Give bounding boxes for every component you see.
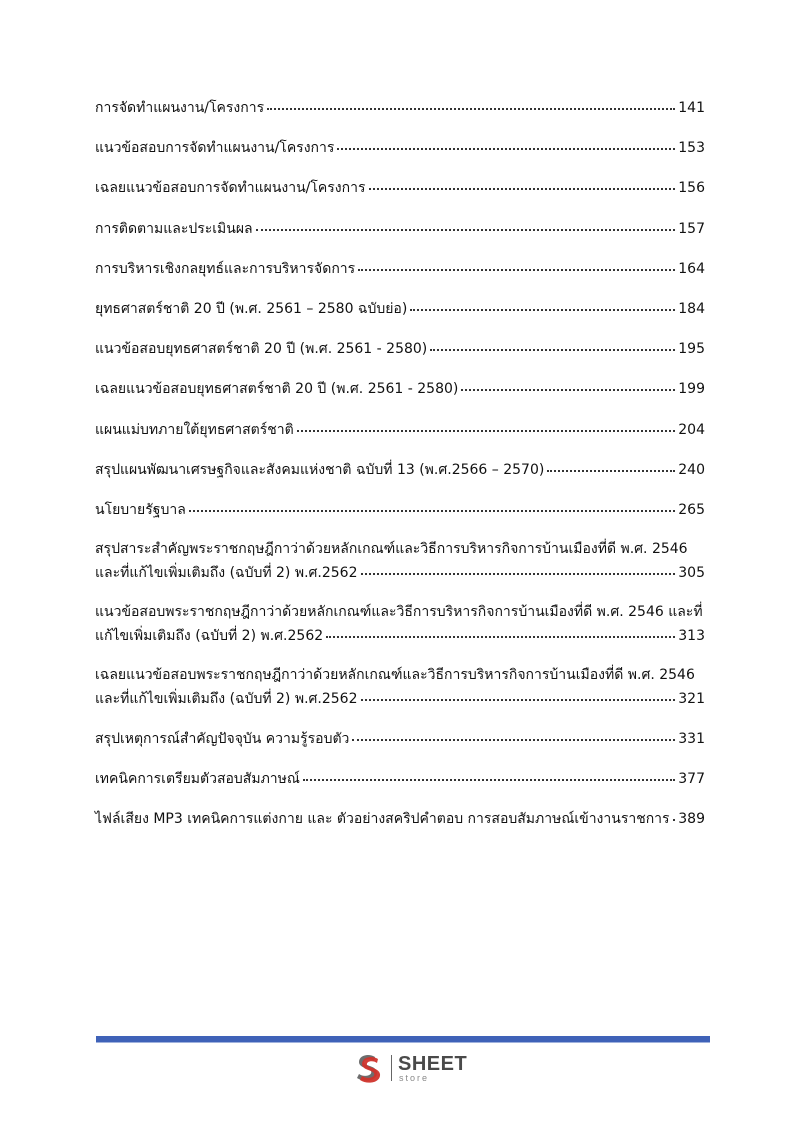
toc-entry (95, 96, 705, 120)
toc-entry-title: สรุปแผนพัฒนาเศรษฐกิจและสังคมแห่งชาติ ฉบับที่ 13 (พ.ศ.2566 – 2570) (95, 461, 545, 478)
toc-entry-title: ไฟล์เสียง MP3 เทคนิคการแต่งกาย และ ตัวอย่างสคริปคำตอบ การสอบสัมภาษณ์เข้างานราชการ (95, 811, 670, 828)
toc-dot-leader (256, 215, 676, 231)
toc-entry-line (95, 458, 705, 482)
toc-entry-line (95, 727, 705, 751)
toc-entry-title: การติดตามและประเมินผล (95, 220, 253, 237)
toc-entry-title: เทคนิคการเตรียมตัวสอบสัมภาษณ์ (95, 771, 300, 788)
toc-page-number: 389 (678, 811, 705, 828)
toc-dot-leader (189, 496, 675, 512)
toc-entry-line (95, 217, 705, 241)
toc-entry (95, 337, 705, 361)
toc-entry-line (95, 257, 705, 281)
toc-entry (95, 727, 705, 751)
toc-entry-title: แก้ไขเพิ่มเติมถึง (ฉบับที่ 2) พ.ศ.2562 (95, 627, 324, 644)
toc-entry (95, 807, 705, 831)
toc-page-number: 157 (678, 220, 705, 237)
toc-page-number: 199 (678, 381, 705, 398)
toc-entry-title: สรุปสาระสำคัญพระราชกฤษฎีกาว่าด้วยหลักเกณฑ์และวิธีการบริหารกิจการบ้านเมืองที่ดี พ.ศ. 2546 (95, 541, 688, 558)
toc-entry (95, 601, 705, 647)
toc-page-number: 141 (678, 100, 705, 116)
toc-entry-title: ยุทธศาสตร์ชาติ 20 ปี (พ.ศ. 2561 – 2580 ฉบับย่อ) (95, 301, 408, 318)
logo-wordmark (398, 1054, 467, 1083)
toc-page-number: 305 (678, 564, 705, 581)
toc-page-number: 321 (678, 690, 705, 707)
toc-dot-leader (369, 174, 676, 190)
toc-entry-title: นโยบายรัฐบาล (95, 502, 186, 519)
toc-dot-leader (352, 725, 675, 741)
toc-entry-title: และที่แก้ไขเพิ่มเติมถึง (ฉบับที่ 2) พ.ศ.2562 (95, 690, 358, 707)
toc-dot-leader (547, 456, 675, 472)
toc-entry-line (95, 297, 705, 321)
toc-entry (95, 257, 705, 281)
toc-page-number: 195 (678, 341, 705, 358)
toc-entry-line (95, 96, 705, 120)
toc-dot-leader (410, 295, 675, 311)
toc-entry-title: สรุปเหตุการณ์สำคัญปัจจุบัน ความรู้รอบตัว (95, 730, 350, 747)
toc-entry-line (95, 337, 705, 361)
toc-dot-leader (267, 94, 675, 110)
toc-entry (95, 498, 705, 522)
toc-entry-title: แนวข้อสอบการจัดทำแผนงาน/โครงการ (95, 140, 335, 157)
toc-entry (95, 538, 705, 584)
toc-entry-line (95, 561, 705, 585)
toc-entry-title: แผนแม่บทภายใต้ยุทธศาสตร์ชาติ (95, 421, 294, 438)
toc-dot-leader (361, 559, 676, 575)
toc-dot-leader (358, 255, 675, 271)
toc-entry-line (95, 807, 705, 831)
logo-separator (391, 1055, 392, 1081)
toc-entry-title: แนวข้อสอบพระราชกฤษฎีกาว่าด้วยหลักเกณฑ์และวิธีการบริหารกิจการบ้านเมืองที่ดี พ.ศ. 2546 และที่ (95, 604, 703, 621)
toc-entry (95, 664, 705, 710)
toc-entry (95, 176, 705, 200)
toc-entry-line (95, 687, 705, 711)
toc-page-number: 164 (678, 260, 705, 277)
toc-page-number: 377 (678, 771, 705, 788)
toc-entry (95, 217, 705, 241)
toc-dot-leader (337, 134, 675, 150)
logo-sub-text: store (399, 1072, 430, 1083)
toc-dot-leader (430, 335, 675, 351)
toc-entry-line (95, 176, 705, 200)
toc-dot-leader (297, 416, 676, 432)
toc-entry (95, 136, 705, 160)
toc-entry (95, 418, 705, 442)
toc-entry-line (95, 377, 705, 401)
toc-page-number: 156 (678, 180, 705, 197)
toc-entry-line (95, 624, 705, 648)
table-of-contents (95, 96, 705, 848)
toc-entry (95, 767, 705, 791)
toc-entry-title: และที่แก้ไขเพิ่มเติมถึง (ฉบับที่ 2) พ.ศ.2562 (95, 564, 358, 581)
toc-dot-leader (361, 685, 676, 701)
toc-entry-title: การบริหารเชิงกลยุทธ์และการบริหารจัดการ (95, 260, 356, 277)
toc-page-number: 204 (678, 421, 705, 438)
toc-entry-line (95, 538, 705, 561)
toc-entry (95, 377, 705, 401)
toc-entry-title: การจัดทำแผนงาน/โครงการ (95, 100, 265, 116)
toc-entry-title: เฉลยแนวข้อสอบยุทธศาสตร์ชาติ 20 ปี (พ.ศ. 2561 - 2580) (95, 381, 459, 398)
toc-entry-title: เฉลยแนวข้อสอบพระราชกฤษฎีกาว่าด้วยหลักเกณฑ์และวิธีการบริหารกิจการบ้านเมืองที่ดี พ.ศ. 2546 (95, 667, 695, 684)
toc-entry (95, 458, 705, 482)
sheet-store-logo (351, 1050, 467, 1086)
toc-dot-leader (673, 805, 676, 821)
toc-entry-line (95, 767, 705, 791)
toc-page-number: 184 (678, 301, 705, 318)
toc-page-number: 331 (678, 730, 705, 747)
sheet-store-s-logo-icon (351, 1051, 385, 1085)
toc-dot-leader (326, 622, 675, 638)
toc-entry-title: เฉลยแนวข้อสอบการจัดทำแผนงาน/โครงการ (95, 180, 366, 197)
toc-page-number: 240 (678, 461, 705, 478)
toc-entry-line (95, 601, 705, 624)
toc-entry-line (95, 498, 705, 522)
toc-page-number: 265 (678, 502, 705, 519)
footer-rule (96, 1036, 710, 1042)
toc-dot-leader (303, 765, 675, 781)
toc-entry-title: แนวข้อสอบยุทธศาสตร์ชาติ 20 ปี (พ.ศ. 2561 - 2580) (95, 341, 428, 358)
toc-entry-line (95, 664, 705, 687)
toc-dot-leader (461, 375, 675, 391)
toc-entry-line (95, 418, 705, 442)
toc-page-number: 153 (678, 140, 705, 157)
logo-main-text: SHEET (398, 1052, 468, 1075)
toc-entry-line (95, 136, 705, 160)
toc-entry (95, 297, 705, 321)
toc-page-number: 313 (678, 627, 705, 644)
